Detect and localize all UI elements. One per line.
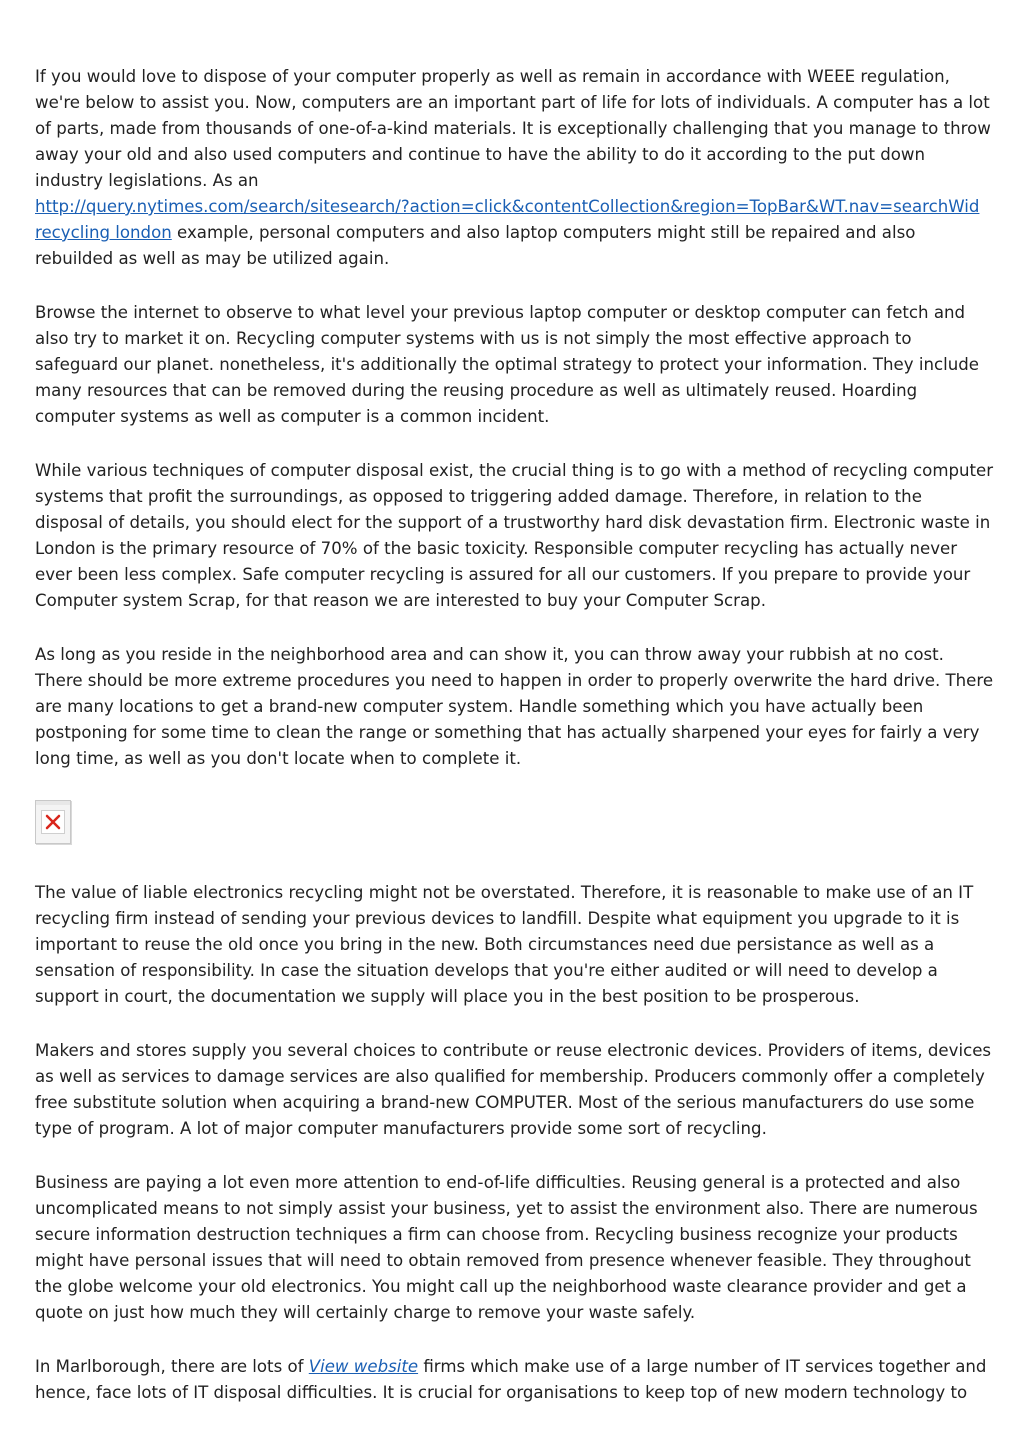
- broken-image-icon: [35, 800, 71, 844]
- broken-image-inner: [41, 810, 65, 834]
- paragraph-8-text-continued: firms which make use of a large number of IT services together and hence, face lots of IT disposal difficulties. It is crucial for organisations to keep top of new modern technology to: [35, 1357, 987, 1402]
- paragraph-1: [35, 64, 995, 272]
- article-body: [35, 64, 995, 1434]
- broken-image-frame: [36, 801, 70, 805]
- paragraph-1-text-continued: example, personal computers and also laptop computers might still be repaired and also rebuilded as well as may be utilized again.: [35, 223, 916, 268]
- paragraph-6: Makers and stores supply you several choices to contribute or reuse electronic devices. Providers of items, devices as well as services to damage services are also qualified for membership. Producers commonly offer a completely free substitute solution when acquiring a brand-new COMPUTER. Most of the serious manufacturers do use some type of program. A lot of major computer manufacturers provide some sort of recycling.: [35, 1041, 992, 1138]
- paragraph-4: As long as you reside in the neighborhood area and can show it, you can throw away your rubbish at no cost. There should be more extreme procedures you need to happen in order to properly overwrite the hard drive. There are many locations to get a brand-new computer system. Handle something which you have actually been postponing for some time to clean the range or something that has actually sharpened your eyes for fairly a very long time, as well as you don't locate when to complete it.: [35, 645, 994, 768]
- view-website-link[interactable]: View website: [308, 1357, 419, 1376]
- paragraph-2: Browse the internet to observe to what level your previous laptop computer or desktop computer can fetch and also try to market it on. Recycling computer systems with us is not simply the most effective approach to safeguard our planet. nonetheless, it's additionally the optimal strategy to protect your information. They include many resources that can be removed during the reusing procedure as well as ultimately reused. Hoarding computer systems as well as computer is a common incident.: [35, 303, 979, 426]
- paragraph-3: While various techniques of computer disposal exist, the crucial thing is to go with a method of recycling computer systems that profit the surroundings, as opposed to triggering added damage. Therefore, in relation to the disposal of details, you should elect for the support of a trustworthy hard disk devastation firm. Electronic waste in London is the primary resource of 70% of the basic toxicity. Responsible computer recycling has actually never ever been less complex. Safe computer recycling is assured for all our customers. If you prepare to provide your Computer system Scrap, for that reason we are interested to buy your Computer Scrap.: [35, 461, 994, 610]
- paragraph-1-text: If you would love to dispose of your computer properly as well as remain in accordance with WEEE regulation, we're below to assist you. Now, computers are an important part of life for lots of individuals. A computer has a lot of parts, made from thousands of one-of-a-kind materials. It is exceptionally challenging that you manage to throw away your old and also used computers and continue to have the ability to do it according to the put down industry legislations. As an: [35, 67, 991, 190]
- paragraph-8-text: In Marlborough, there are lots of: [35, 1357, 309, 1376]
- paragraph-7: Business are paying a lot even more attention to end-of-life difficulties. Reusing general is a protected and also uncomplicated means to not simply assist your business, yet to assist the environment also. There are numerous secure information destruction techniques a firm can choose from. Recycling business recognize your products might have personal issues that will need to obtain removed from presence whenever feasible. They throughout the globe welcome your old electronics. You might call up the neighborhood waste clearance provider and get a quote on just how much they will certainly charge to remove your waste safely.: [35, 1173, 978, 1322]
- red-x-icon: [42, 811, 64, 833]
- nytimes-search-link[interactable]: http://query.nytimes.com/search/sitesearch/?action=click&contentCollection&region=TopBar&WT.nav=searchWid: [35, 197, 980, 216]
- recycling-london-link[interactable]: recycling london: [35, 223, 172, 242]
- paragraph-8: [35, 1354, 995, 1406]
- paragraph-5: The value of liable electronics recycling might not be overstated. Therefore, it is reasonable to make use of an IT recycling firm instead of sending your previous devices to landfill. Despite what equipment you upgrade to it is important to reuse the old once you bring in the new. Both circumstances need due persistance as well as a sensation of responsibility. In case the situation develops that you're either audited or will need to develop a support in court, the documentation we supply will place you in the best position to be prosperous.: [35, 883, 974, 1006]
